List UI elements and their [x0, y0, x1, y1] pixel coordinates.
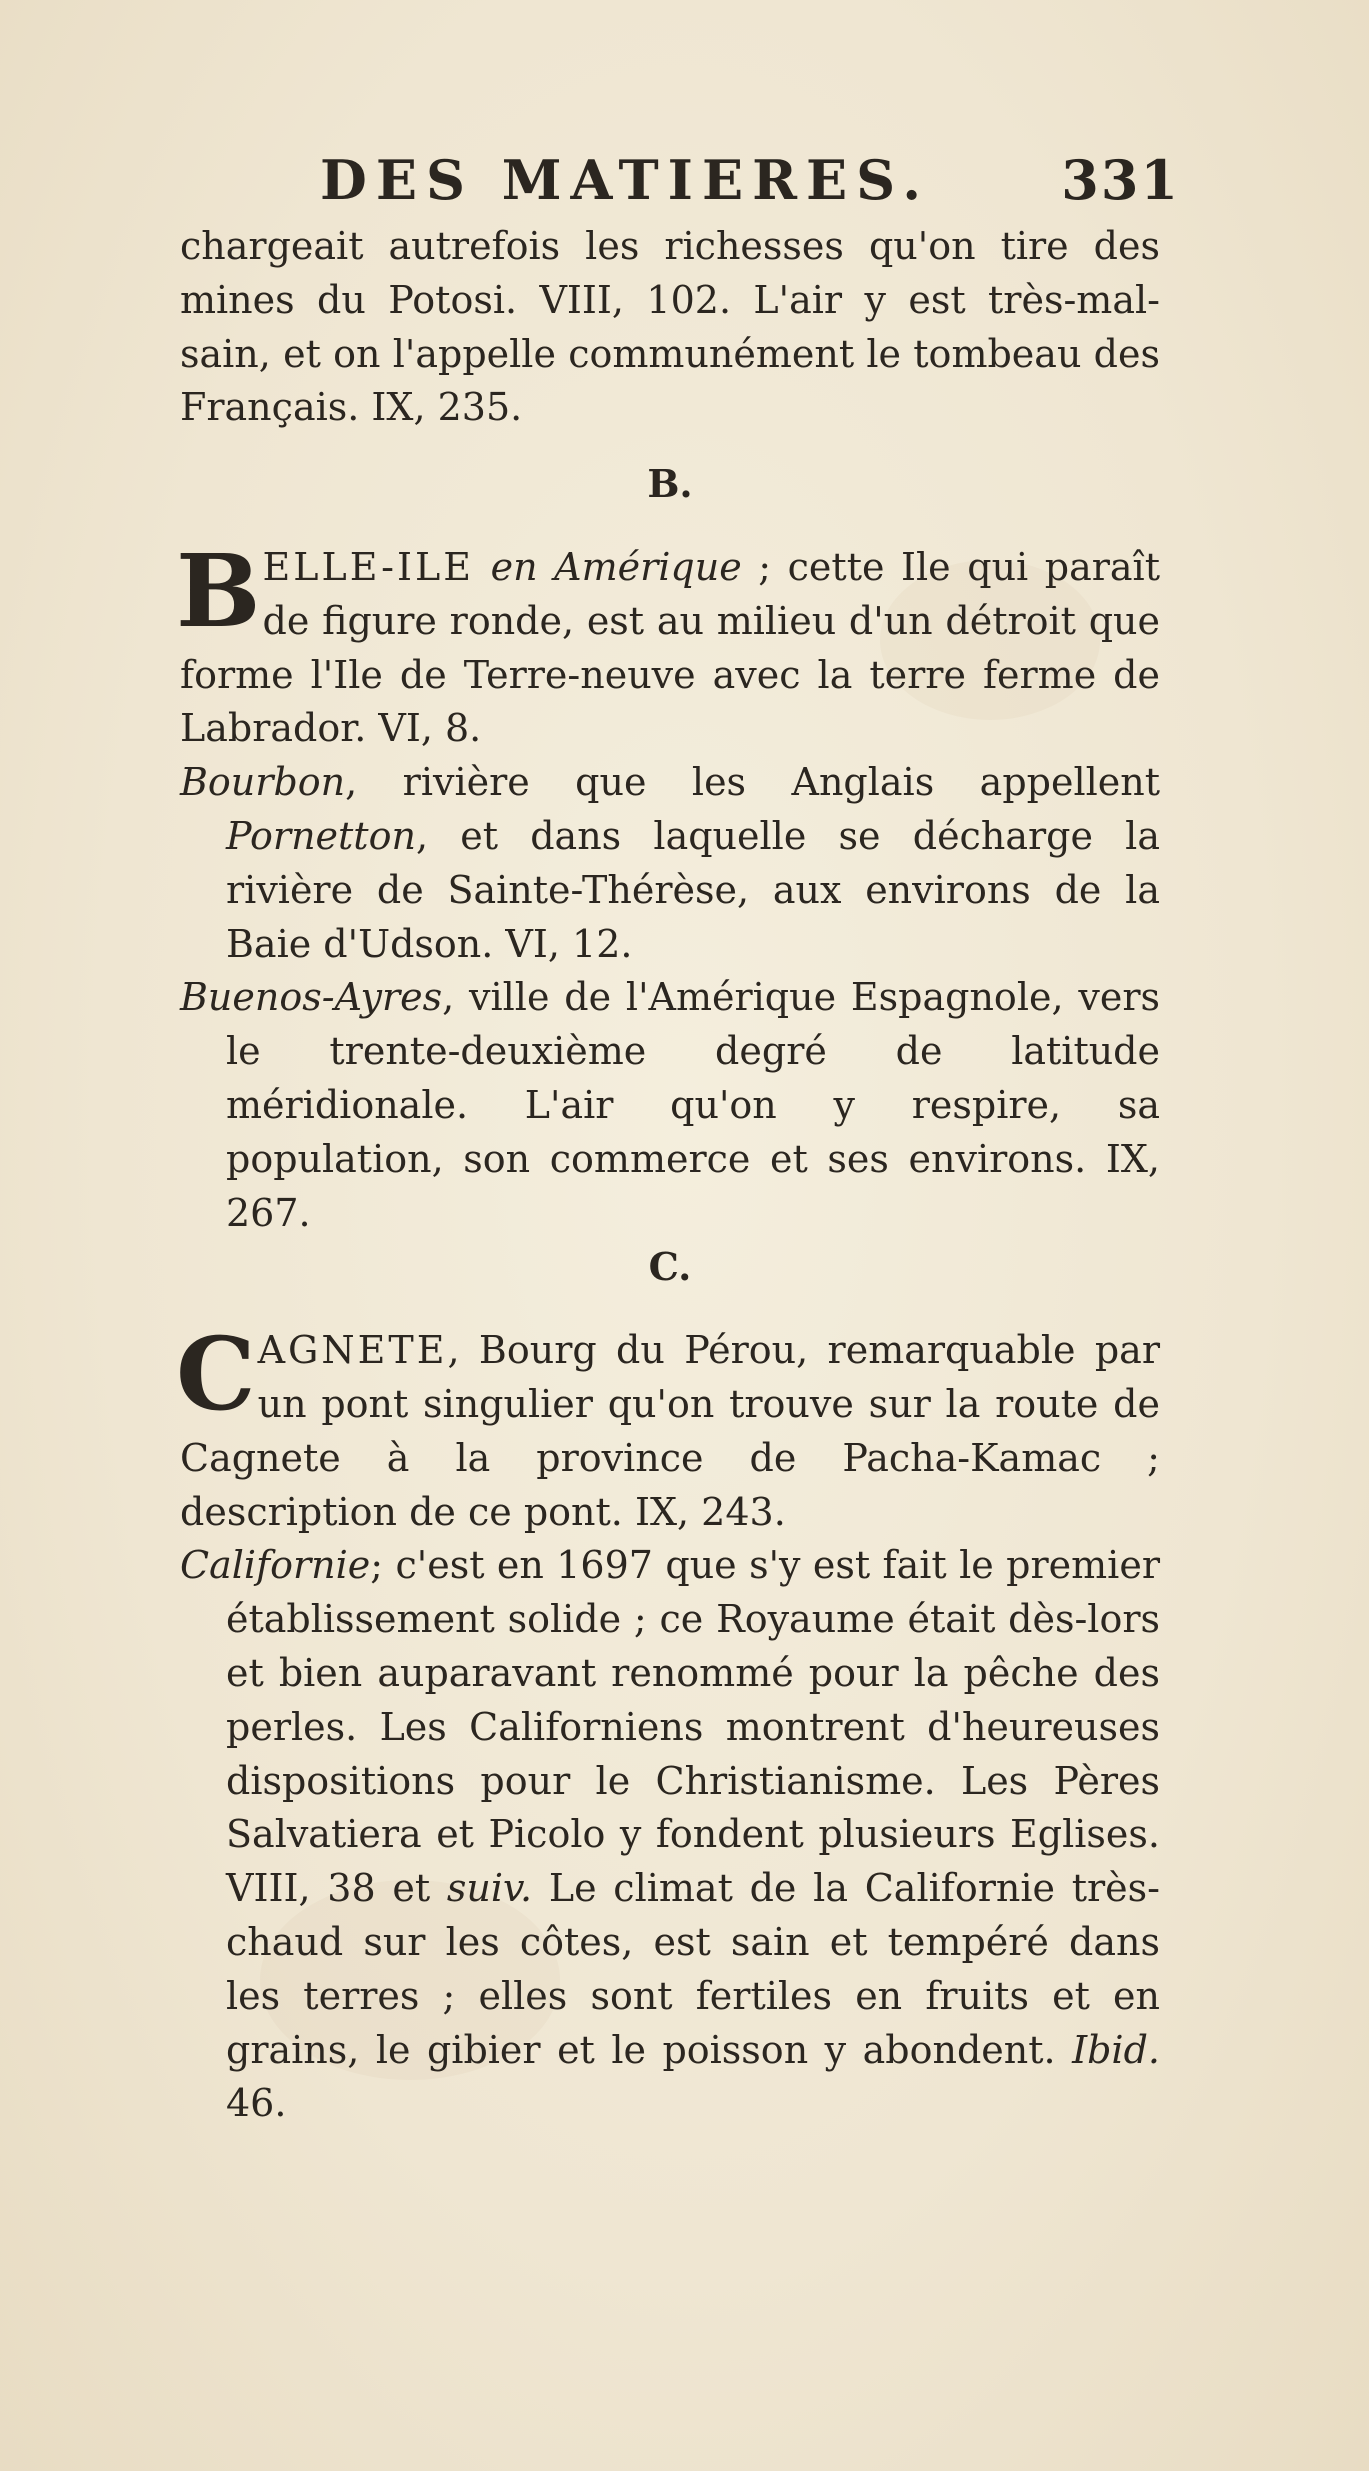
headword: AGNETE	[257, 1328, 448, 1373]
entry-text: , et dans laquelle se décharge la rivière de Sainte-Thérèse, aux environs de la Baie d'Udson. VI, 12.	[226, 813, 1160, 966]
entry-text: 46.	[226, 2081, 287, 2126]
headword: Bourbon	[180, 760, 346, 805]
index-body	[176, 220, 1160, 2131]
index-entry-bourbon	[180, 756, 1160, 971]
page-header	[320, 148, 1180, 218]
drop-cap-b: B	[176, 531, 261, 650]
headword: Californie	[180, 1543, 371, 1588]
page-number: 331	[1061, 148, 1180, 212]
headword: ELLE-ILE	[262, 544, 475, 589]
headword-qualifier: en Amérique	[490, 544, 742, 589]
abbreviation: suiv.	[446, 1866, 533, 1911]
running-title: DES MATIERES.	[320, 148, 931, 212]
index-entry-belle-ile	[176, 531, 1160, 756]
continuation-entry: chargeait autrefois les richesses qu'on tire des mines du Potosi. VIII, 102. L'air y est très-mal-sain, et on l'appelle communément le tombeau des Français. IX, 235.	[180, 224, 1160, 430]
entry-text: , Bourg du Pérou, remarquable par un pont singulier qu'on trouve sur la route de Cagnete à la province de Pacha-Kamac ; description de ce pont. IX, 243.	[180, 1328, 1160, 1534]
index-entry-cagnete	[176, 1315, 1160, 1539]
section-heading-b: B.	[647, 461, 693, 507]
index-entry-buenos-ayres	[180, 971, 1160, 1240]
abbreviation: Ibid.	[1072, 2027, 1160, 2072]
drop-cap-c: C	[176, 1315, 256, 1434]
index-entry-californie	[180, 1539, 1160, 2131]
entry-text: , ville de l'Amérique Espagnole, vers le trente-deuxième degré de latitude méridionale. L'air qu'on y respire, sa population, son commerce et ses environs. IX, 267.	[226, 975, 1160, 1235]
entry-text: , rivière que les Anglais appellent	[345, 760, 1160, 805]
entry-text: ; c'est en 1697 que s'y est fait le premier établissement solide ; ce Royaume était dès-lors et bien auparavant renommé pour la pêche des perles. Les Californiens montrent d'heureuses dispositions pour le Christianisme. Les Pères Salvatiera et Picolo y fondent plusieurs Eglises. VIII, 38 et	[226, 1543, 1160, 1911]
section-heading-c: C.	[648, 1244, 692, 1290]
entry-text: Le climat de la Californie très-chaud sur les côtes, est sain et tempéré dans les terres ; elles sont fertiles en fruits et en grains, le gibier et le poisson y abondent.	[226, 1866, 1160, 2072]
entry-text: ; cette Ile qui paraît de figure ronde, est au milieu d'un détroit que forme l'Ile de Terre-neuve avec la terre ferme de Labrador. VI, 8.	[180, 544, 1160, 751]
alt-name: Pornetton	[226, 813, 416, 858]
headword: Buenos-Ayres	[180, 975, 443, 1020]
